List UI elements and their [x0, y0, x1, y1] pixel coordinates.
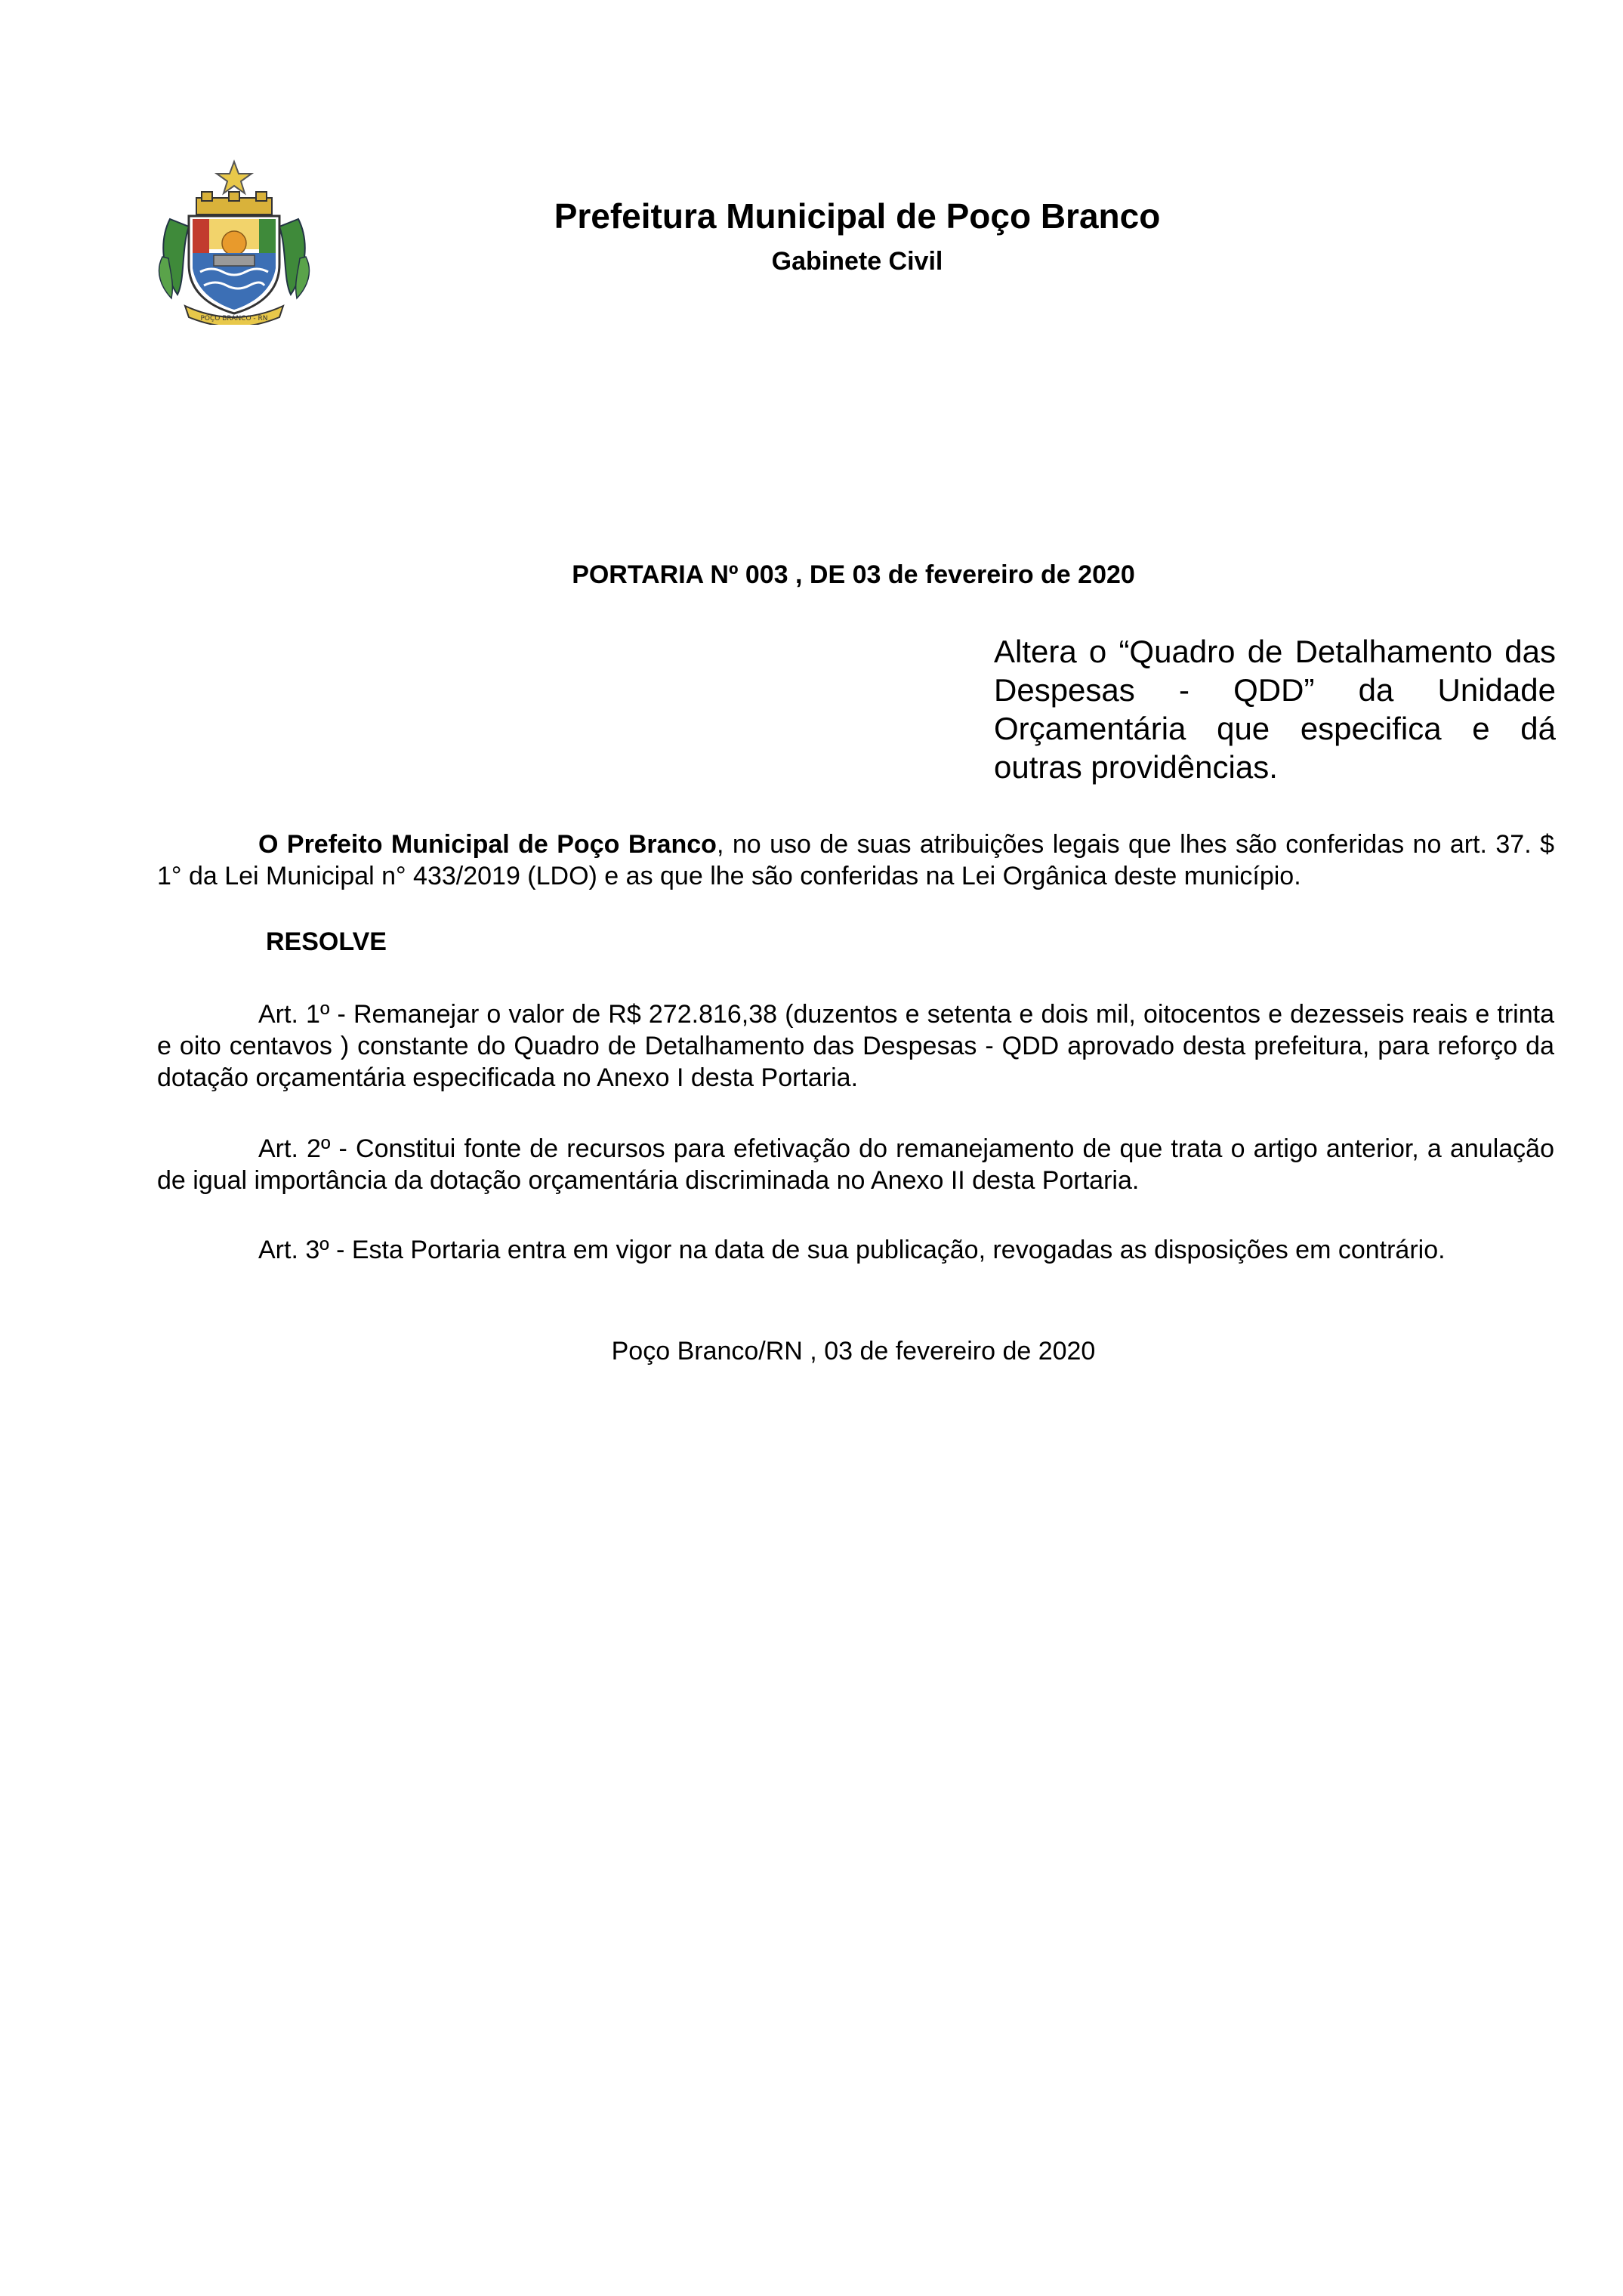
- svg-text:POÇO BRANCO - RN: POÇO BRANCO - RN: [200, 315, 268, 322]
- place-date: Poço Branco/RN , 03 de fevereiro de 2020: [611, 1337, 1096, 1366]
- ementa: Altera o “Quadro de Detalhamento das Despesas - QDD” da Unidade Orçamentária que especifica e dá outras providências.: [994, 634, 1556, 785]
- article-3: Art. 3º - Esta Portaria entra em vigor na data de sua publicação, revogadas as disposições em contrário.: [258, 1236, 1446, 1264]
- header-subtitle: Gabinete Civil: [771, 247, 943, 276]
- document-title: PORTARIA Nº 003 , DE 03 de fevereiro de 2020: [572, 560, 1135, 589]
- article-2: Art. 2º - Constitui fonte de recursos para efetivação do remanejamento de que trata o artigo anterior, a anulação de igual importância da dotação orçamentária discriminada no Anexo II desta Portaria.: [157, 1134, 1554, 1195]
- resolve-heading: RESOLVE: [266, 927, 387, 956]
- municipal-coat-of-arms-icon: [155, 159, 313, 325]
- preamble-bold: O Prefeito Municipal de Poço Branco: [258, 830, 717, 859]
- preamble-paragraph: [157, 829, 1554, 892]
- article-1: Art. 1º - Remanejar o valor de R$ 272.816,38 (duzentos e setenta e dois mil, oitocentos e dezesseis reais e trinta e oito centavos ) constante do Quadro de Detalhamento das Despesas - QDD aprovado desta prefeitura, para reforço da dotação orçamentária especificada no Anexo I desta Portaria.: [157, 1000, 1554, 1092]
- header-title: Prefeitura Municipal de Poço Branco: [554, 196, 1161, 236]
- preamble-text: , no uso de suas atribuições legais que lhes são conferidas no art. 37. $ 1° da Lei Municipal n° 433/2019 (LDO) e as que lhe são conferidas na Lei Orgânica deste município.: [157, 830, 1554, 890]
